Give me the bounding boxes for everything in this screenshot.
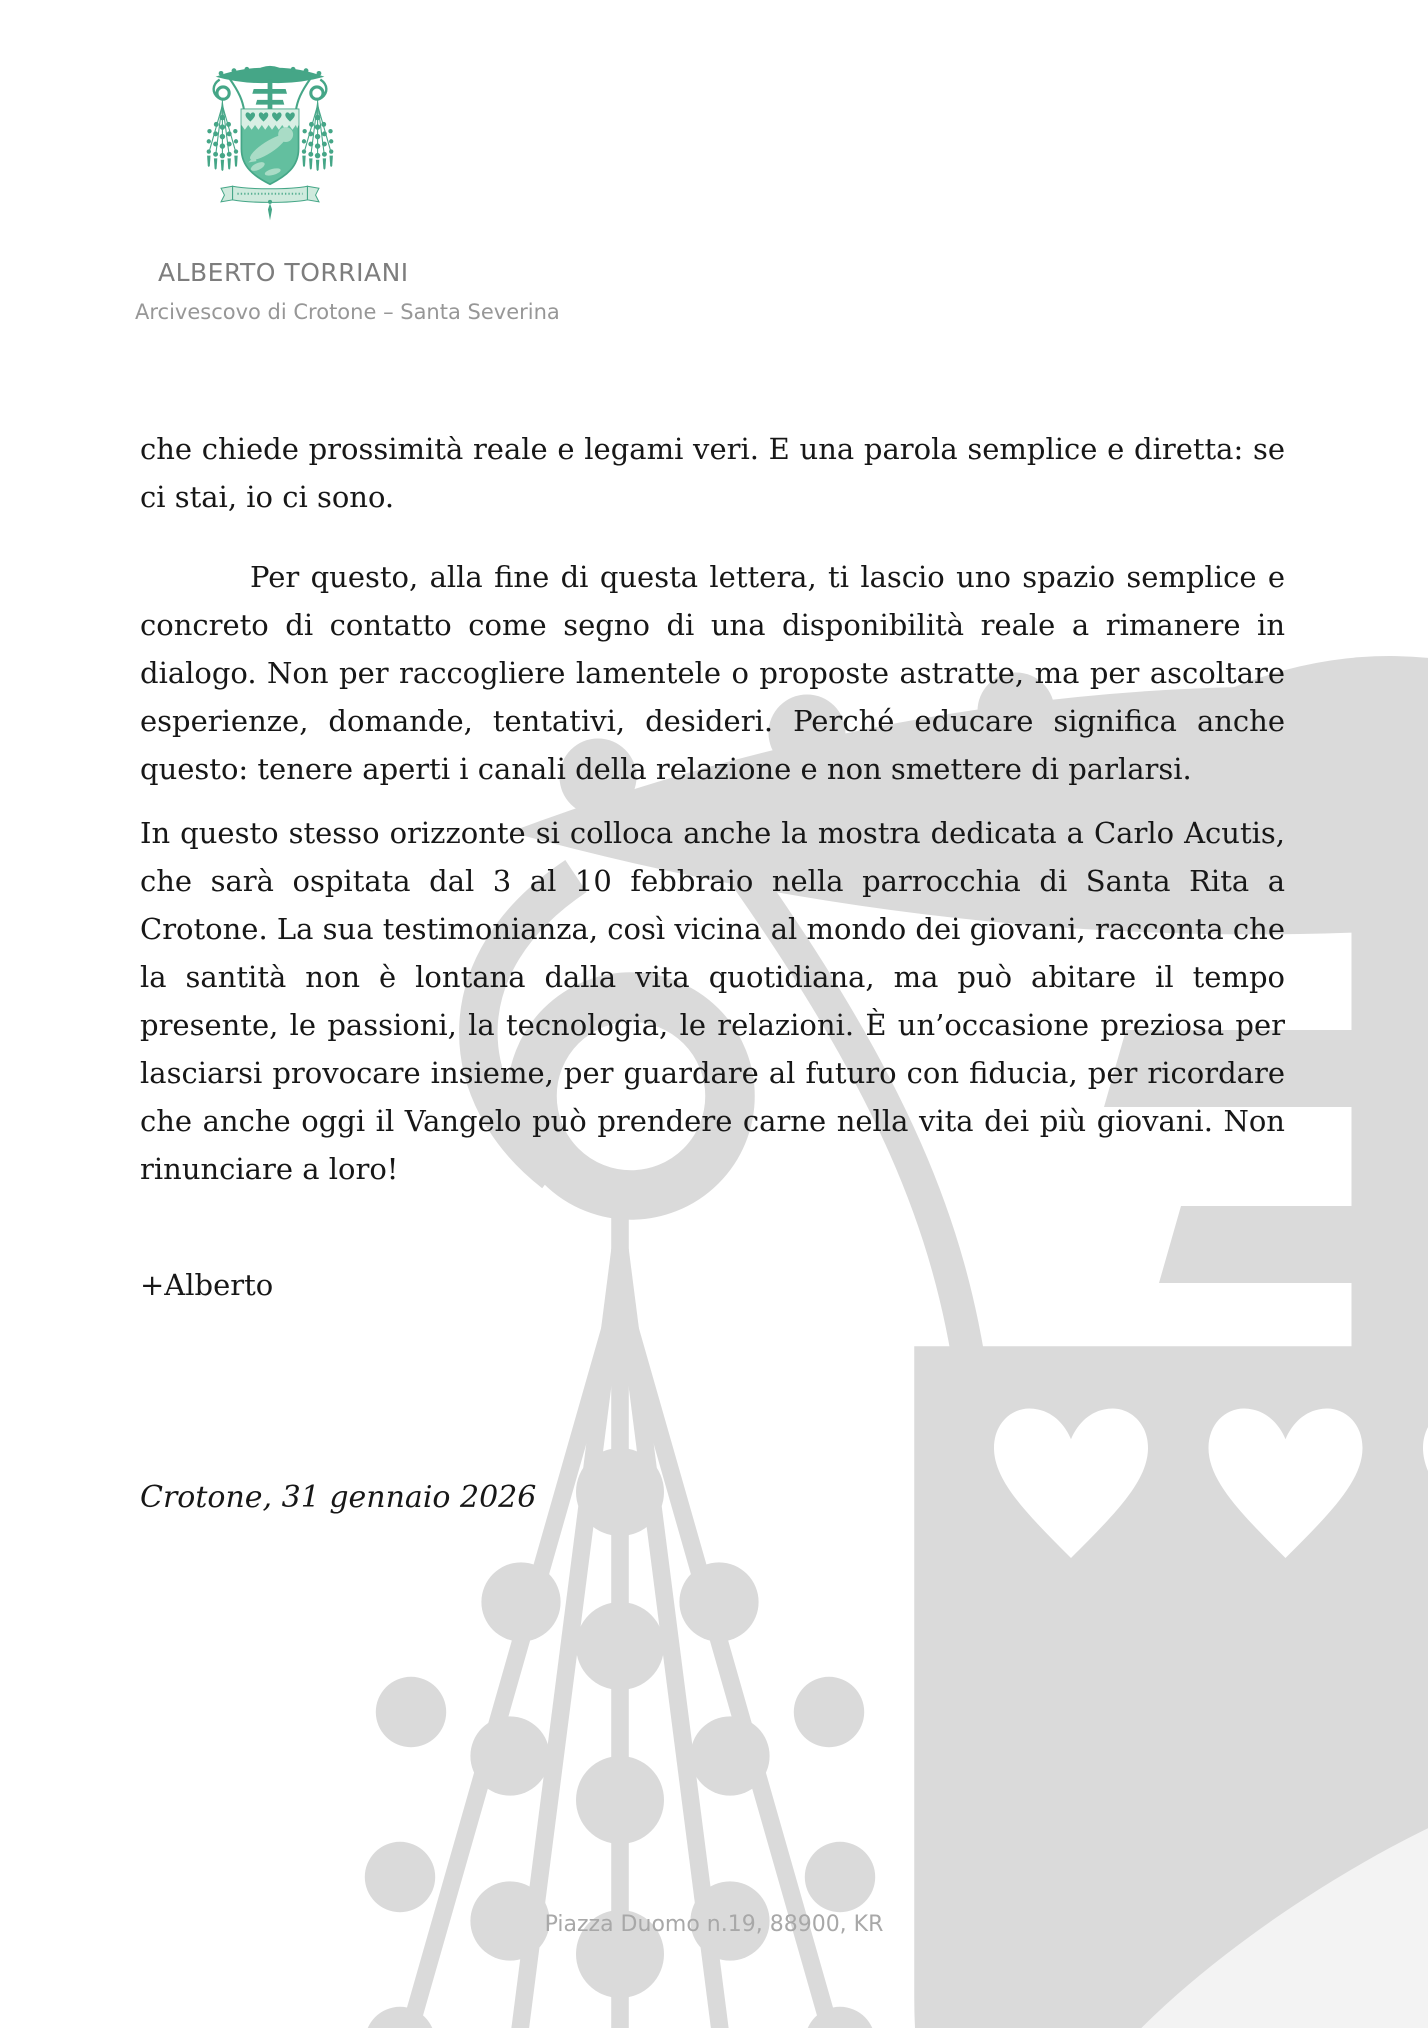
footer-address: Piazza Duomo n.19, 88900, KR (544, 1912, 884, 1937)
place-and-date: Crotone, 31 gennaio 2026 (140, 1480, 537, 1515)
coat-of-arms-icon (202, 55, 338, 225)
paragraph-1: che chiede prossimità reale e legami veri. E una parola semplice e diretta: se ci stai, io ci sono. (140, 432, 1285, 514)
sender-title: Arcivescovo di Crotone – Santa Severina (135, 300, 560, 324)
paragraph-3: In questo stesso orizzonte si colloca anche la mostra dedicata a Carlo Acutis, che sarà ospitata dal 3 al 10 febbraio nella parrocchia di Santa Rita a Crotone. La sua testimonianza, così vicina al mondo dei giovani, racconta che la santità non è lontana dalla vita quotidiana, ma può abitare il tempo presente, le passioni, la tecnologia, le relazioni. È un’occasione preziosa per lasciarsi provocare insieme, per guardare al futuro con fiducia, per ricordare che anche oggi il Vangelo può prendere carne nella vita dei più giovani. Non rinunciare a loro! (140, 816, 1285, 1186)
paragraph-2: Per questo, alla fine di questa lettera, ti lascio uno spazio semplice e concreto di contatto come segno di una disponibilità reale a rimanere in dialogo. Non per raccogliere lamentele o proposte astratte, ma per ascoltare esperienze, domande, tentativi, desideri. Perché educare significa anche questo: tenere aperti i canali della relazione e non smettere di parlarsi. (140, 560, 1285, 786)
sender-name: ALBERTO TORRIANI (158, 258, 409, 287)
signature: +Alberto (140, 1268, 274, 1302)
